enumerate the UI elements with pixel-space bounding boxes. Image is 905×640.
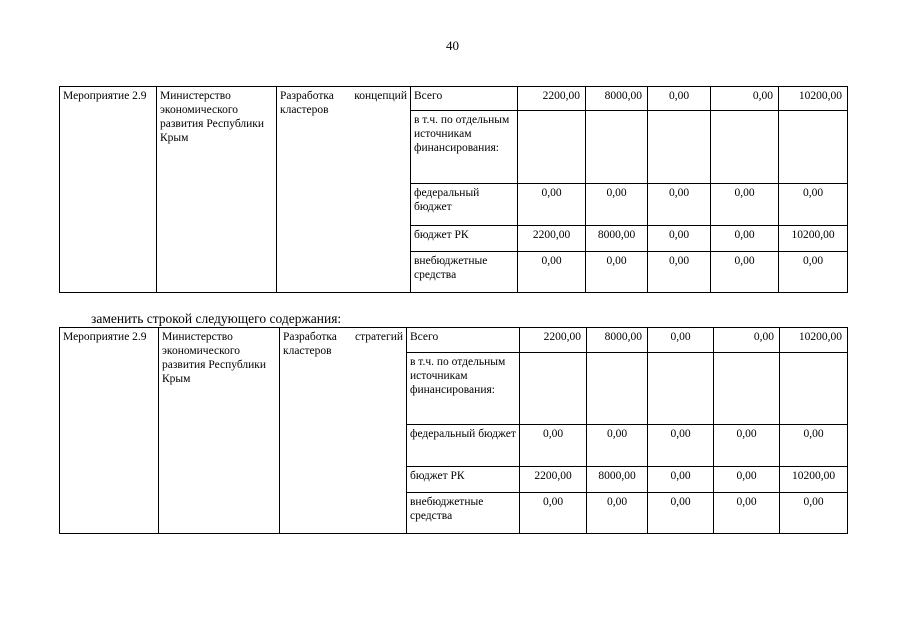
measure-cell: Мероприятие 2.9 [60, 87, 157, 293]
description-line1: Разработка концепций [280, 90, 407, 102]
value-cell [587, 353, 648, 425]
value-cell: 0,00 [587, 493, 648, 534]
description-cell [280, 328, 407, 534]
value-cell [711, 111, 779, 184]
value-cell: 0,00 [780, 425, 848, 467]
measure-cell: Мероприятие 2.9 [60, 328, 159, 534]
source-cell: бюджет РК [411, 226, 518, 252]
executor-cell: Министерство экономического развития Республики Крым [159, 328, 280, 534]
value-cell [780, 353, 848, 425]
value-cell: 0,00 [779, 252, 848, 293]
value-cell: 0,00 [714, 467, 780, 493]
source-cell: федеральный бюджет [411, 184, 518, 226]
description-line2: кластеров [280, 104, 329, 116]
old-financing-table [59, 86, 848, 293]
value-cell: 0,00 [714, 425, 780, 467]
value-cell: 8000,00 [586, 226, 648, 252]
value-cell [518, 111, 586, 184]
value-cell: 0,00 [587, 425, 648, 467]
value-cell [586, 111, 648, 184]
value-cell: 0,00 [648, 184, 711, 226]
table-row [60, 87, 848, 111]
value-cell [520, 353, 587, 425]
value-cell: 0,00 [711, 184, 779, 226]
table-row [60, 328, 848, 353]
executor-cell: Министерство экономического развития Республики Крым [157, 87, 277, 293]
page-number: 40 [446, 38, 459, 53]
value-cell: 2200,00 [518, 226, 586, 252]
value-cell: 0,00 [711, 226, 779, 252]
value-cell: 10200,00 [780, 467, 848, 493]
source-cell: Всего [407, 328, 520, 353]
value-cell: 0,00 [711, 87, 779, 111]
source-cell: Всего [411, 87, 518, 111]
value-cell: 0,00 [779, 184, 848, 226]
value-cell: 2200,00 [520, 467, 587, 493]
value-cell [779, 111, 848, 184]
source-cell: внебюджетные средства [407, 493, 520, 534]
description-line1: Разработка стратегий [283, 331, 403, 343]
value-cell: 10200,00 [780, 328, 848, 353]
replace-instruction: заменить строкой следующего содержания: [91, 311, 342, 326]
value-cell: 0,00 [520, 493, 587, 534]
value-cell: 0,00 [586, 252, 648, 293]
value-cell: 0,00 [780, 493, 848, 534]
value-cell: 0,00 [648, 328, 714, 353]
source-cell: в т.ч. по отдельным источникам финансирования: [411, 111, 518, 184]
value-cell: 0,00 [648, 226, 711, 252]
value-cell: 0,00 [711, 252, 779, 293]
value-cell: 0,00 [648, 493, 714, 534]
value-cell: 0,00 [648, 467, 714, 493]
source-cell: внебюджетные средства [411, 252, 518, 293]
value-cell: 0,00 [648, 87, 711, 111]
value-cell: 10200,00 [779, 87, 848, 111]
value-cell: 0,00 [714, 493, 780, 534]
new-financing-table [59, 327, 848, 534]
value-cell: 8000,00 [586, 87, 648, 111]
source-cell: федеральный бюджет [407, 425, 520, 467]
description-cell [277, 87, 411, 293]
source-cell: в т.ч. по отдельным источникам финансирования: [407, 353, 520, 425]
value-cell: 8000,00 [587, 467, 648, 493]
description-line2: кластеров [283, 345, 332, 357]
value-cell: 0,00 [648, 252, 711, 293]
value-cell: 8000,00 [587, 328, 648, 353]
value-cell [648, 111, 711, 184]
value-cell: 2200,00 [520, 328, 587, 353]
value-cell [714, 353, 780, 425]
value-cell: 0,00 [648, 425, 714, 467]
value-cell: 0,00 [518, 252, 586, 293]
value-cell: 0,00 [520, 425, 587, 467]
value-cell: 2200,00 [518, 87, 586, 111]
value-cell: 0,00 [518, 184, 586, 226]
value-cell [648, 353, 714, 425]
value-cell: 10200,00 [779, 226, 848, 252]
value-cell: 0,00 [714, 328, 780, 353]
source-cell: бюджет РК [407, 467, 520, 493]
value-cell: 0,00 [586, 184, 648, 226]
